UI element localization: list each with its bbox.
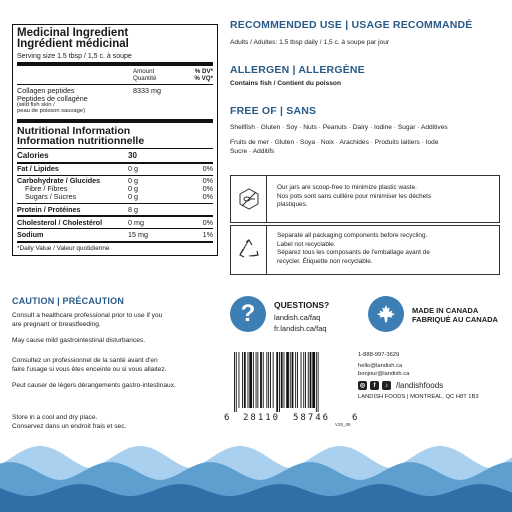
barcode-bar <box>268 352 269 408</box>
barcode-bar <box>248 352 249 408</box>
ingredient-row: Collagen peptides Peptides de collagène (wild fish skin / peau de poisson sauvage) 8333 mg <box>17 85 213 123</box>
barcode-bar <box>236 352 237 412</box>
barcode-bar <box>316 352 317 412</box>
free-of-en: Shellfish · Gluten · Soy · Nuts · Peanuts · Dairy · Iodine · Sugar · Additives <box>230 124 448 131</box>
caution-fr-1: Consultez un professionnel de la santé avant d'en faire l'usage si vous êtes enceinte ou si vous allaitez. <box>12 357 167 373</box>
barcode-bar <box>273 352 274 408</box>
caution-en-2: May cause mild gastrointestinal disturbances. <box>12 337 146 344</box>
sodium-row: Sodium 15 mg 1% <box>17 229 213 242</box>
serving-size: Serving size 1.5 tbsp / 1,5 c. à soupe <box>17 53 213 66</box>
barcode-bar <box>279 352 280 412</box>
social-handle: /landishfoods <box>396 381 444 390</box>
barcode-bar <box>295 352 296 408</box>
questions-title: QUESTIONS? <box>274 300 330 310</box>
barcode-bar <box>284 352 285 408</box>
recommended-use-title: RECOMMENDED USE | USAGE RECOMMANDÉ <box>230 19 473 31</box>
allergen-text: Contains fish / Contient du poisson <box>230 80 341 87</box>
scoop-free-box <box>230 175 500 223</box>
barcode-bar <box>310 352 312 408</box>
barcode-bar <box>276 352 278 412</box>
free-of-title: FREE OF | SANS <box>230 105 317 117</box>
recycling-text: Separate all packaging components before recycling. Label not recyclable. Séparez tous les composants de l'emballage avant de recycler. Étiquette non recyclable. <box>277 232 430 265</box>
facts-title-fr: Ingrédient médicinal <box>17 38 129 50</box>
barcode-digit-last: 6 <box>352 413 358 423</box>
barcode-bar <box>292 352 294 408</box>
faq-link-en[interactable]: landish.ca/faq <box>274 313 321 322</box>
barcode-bar <box>308 352 309 408</box>
storage-text: Store in a cool and dry place. Conservez dans un endroit frais et sec. <box>12 414 127 430</box>
free-of-fr: Fruits de mer · Gluten · Soya · Noix · Arachides · Produits laitiers · Iode Sucre · Additifs <box>230 139 439 155</box>
phone-number: 1-888-997-3629 <box>358 352 400 358</box>
version-code: V25_06 <box>335 422 351 427</box>
social-links <box>358 381 443 390</box>
barcode-bar <box>256 352 257 408</box>
barcode-bar <box>253 352 254 408</box>
recommended-use-text: Adults / Adultes: 1.5 tbsp daily / 1,5 c. à soupe par jour <box>230 39 390 46</box>
tiktok-icon[interactable]: ♪ <box>382 381 391 390</box>
barcode-bar <box>312 352 315 408</box>
question-icon: ? <box>230 296 266 332</box>
facts-title-en: Medicinal Ingredient <box>17 27 129 39</box>
ocean-waves-decoration <box>0 440 512 512</box>
protein-row: Protein / Protéines 8 g <box>17 204 213 217</box>
scoop-free-text: Our jars are scoop-free to minimize plastic waste. Nos pots sont sans cuillère pour minimiser les déchets plastiques. <box>277 184 432 208</box>
barcode-bar <box>244 352 246 408</box>
recycling-box <box>230 225 500 275</box>
facts-column-header: Amount Quantité % DV* % VQ* <box>17 66 213 85</box>
barcode-bar <box>270 352 271 408</box>
cholesterol-row: Cholesterol / Cholestérol 0 mg 0% <box>17 217 213 229</box>
caution-title: CAUTION | PRÉCAUTION <box>12 296 125 306</box>
barcode-digit-first: 6 <box>224 413 230 423</box>
barcode-bar <box>318 352 319 412</box>
faq-link-fr[interactable]: fr.landish.ca/faq <box>274 324 327 333</box>
barcode-bar <box>260 352 262 408</box>
barcode-bar <box>249 352 252 408</box>
made-in-canada-text: MADE IN CANADA FABRIQUÉ AU CANADA <box>412 306 498 324</box>
barcode-digits-left: 28110 <box>243 413 281 423</box>
nutrition-facts-panel <box>12 24 218 256</box>
barcode-bar <box>234 352 235 412</box>
ingredient-amount: 8333 mg <box>133 86 161 95</box>
caution-en-1: Consult a healthcare professional prior to use if you are pregnant or breastfeeding. <box>12 312 163 328</box>
email-fr[interactable]: bonjour@landish.ca <box>358 371 410 377</box>
barcode-bar <box>301 352 302 408</box>
email-en[interactable]: hello@landish.ca <box>358 363 403 369</box>
barcode-bar <box>257 352 258 408</box>
allergen-title: ALLERGEN | ALLERGÈNE <box>230 64 365 76</box>
barcode-bar <box>305 352 306 408</box>
barcode-bar <box>242 352 243 408</box>
carbohydrate-row: Carbohydrate / Glucides Fibre / Fibres Sugars / Sucres 0 g 0 g 0 g 0% 0% 0% <box>17 176 213 204</box>
barcode-bar <box>281 352 283 408</box>
barcode-bar <box>286 352 289 408</box>
instagram-icon[interactable]: ◎ <box>359 383 366 389</box>
no-scoop-icon <box>231 176 267 222</box>
upc-barcode <box>232 352 350 412</box>
fat-row: Fat / Lipides 0 g 0% <box>17 164 213 176</box>
recycle-icon <box>231 226 267 274</box>
barcode-bar <box>263 352 264 408</box>
barcode-bar <box>303 352 304 408</box>
company-address: LANDISH FOODS | MONTRÉAL, QC H8T 1B3 <box>358 394 479 400</box>
barcode-bar <box>266 352 267 408</box>
barcode-bar <box>239 352 240 408</box>
barcode-bar <box>290 352 291 408</box>
nutrition-title: Nutritional Information Information nutritionnelle <box>17 126 213 149</box>
maple-leaf-icon <box>368 296 404 332</box>
barcode-bar <box>297 352 298 408</box>
caution-fr-2: Peut causer de légers dérangements gastro-intestinaux. <box>12 382 176 389</box>
barcode-digits-right: 58746 <box>293 413 331 423</box>
daily-value-footnote: *Daily Value / Valeur quotidienne <box>17 244 110 252</box>
calories-row: Calories 30 <box>17 149 213 164</box>
facebook-icon[interactable]: f <box>370 381 379 390</box>
